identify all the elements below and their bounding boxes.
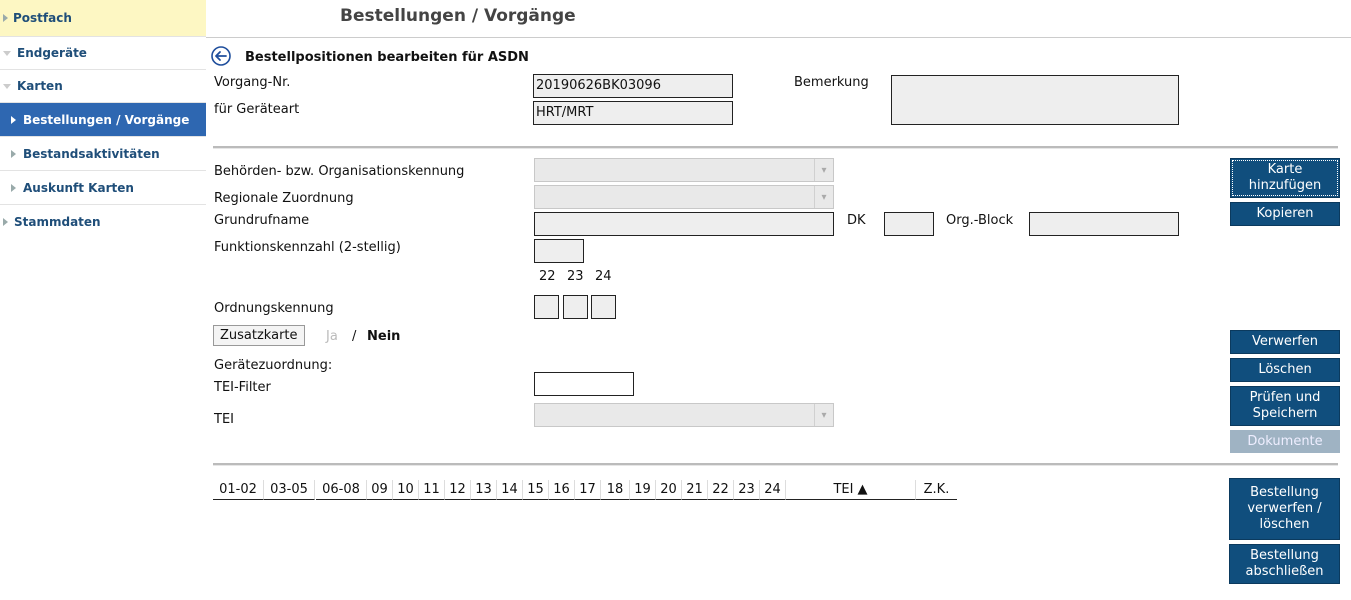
column-header[interactable]: 09 <box>367 480 393 500</box>
verwerfen-button[interactable]: Verwerfen <box>1230 330 1340 354</box>
page-title: Bestellungen / Vorgänge <box>340 6 576 26</box>
regional-select[interactable] <box>534 185 834 209</box>
geraetezuordnung-label: Gerätezuordnung: <box>214 358 333 373</box>
grundruf-label: Grundrufname <box>214 213 310 228</box>
sidebar <box>0 0 206 600</box>
chevron-right-icon <box>3 218 8 226</box>
behoerde-select[interactable] <box>534 158 834 182</box>
orgblock-label: Org.-Block <box>946 213 1014 228</box>
column-header[interactable]: 06-08 <box>316 480 367 500</box>
nein-option[interactable]: Nein <box>367 329 401 344</box>
ordnung-field-22[interactable] <box>534 295 559 319</box>
sidebar-item-label: Endgeräte <box>17 46 87 60</box>
column-header[interactable]: 24 <box>760 480 786 500</box>
column-header[interactable]: 22 <box>708 480 734 500</box>
column-header[interactable]: 21 <box>682 480 708 500</box>
funktion-label: Funktionskennzahl (2-stellig) <box>214 240 401 255</box>
sidebar-item-postfach[interactable] <box>0 0 206 37</box>
sidebar-item-stammdaten[interactable] <box>0 205 206 239</box>
chevron-down-icon: ▾ <box>814 186 833 208</box>
option-separator: / <box>352 329 357 344</box>
ordnung-field-23[interactable] <box>563 295 588 319</box>
zusatzkarte-button[interactable]: Zusatzkarte <box>213 325 305 346</box>
column-header-tei[interactable]: TEI ▲ <box>786 480 916 500</box>
chevron-down-icon <box>3 51 11 56</box>
behoerde-label: Behörden- bzw. Organisationskennung <box>214 164 465 179</box>
ordnung-label: Ordnungskennung <box>214 301 334 316</box>
section-divider <box>213 146 1338 149</box>
column-header[interactable]: Z.K. <box>916 480 957 500</box>
chevron-down-icon: ▾ <box>814 159 833 181</box>
grundruf-field[interactable] <box>534 212 834 236</box>
column-header[interactable]: 11 <box>419 480 445 500</box>
ordnung-field-24[interactable] <box>591 295 616 319</box>
column-header[interactable]: 16 <box>549 480 575 500</box>
column-header[interactable]: 03-05 <box>264 480 315 500</box>
sidebar-item-endgeraete[interactable] <box>0 37 206 70</box>
sidebar-item-label: Auskunft Karten <box>23 180 134 195</box>
column-header[interactable]: 14 <box>497 480 523 500</box>
tei-select[interactable] <box>534 403 834 427</box>
chevron-down-icon: ▾ <box>814 404 833 426</box>
section-divider <box>213 463 1338 466</box>
column-header[interactable]: 15 <box>523 480 549 500</box>
loeschen-button[interactable]: Löschen <box>1230 358 1340 382</box>
column-header[interactable]: 01-02 <box>213 480 264 500</box>
karte-hinzufuegen-button[interactable]: Karte hinzufügen <box>1230 158 1340 198</box>
dk-label: DK <box>847 213 866 228</box>
column-header[interactable]: 23 <box>734 480 760 500</box>
ord-digit-label: 23 <box>567 269 584 284</box>
sidebar-item-karten[interactable] <box>0 70 206 103</box>
column-header[interactable]: 18 <box>601 480 630 500</box>
dokumente-button[interactable]: Dokumente <box>1230 430 1340 453</box>
header-divider <box>206 37 1351 38</box>
sidebar-item-auskunft-karten[interactable] <box>0 171 206 205</box>
column-header[interactable]: 20 <box>656 480 682 500</box>
tei-filter-input[interactable] <box>534 372 634 396</box>
chevron-right-icon <box>11 150 16 158</box>
chevron-down-icon <box>3 84 11 89</box>
column-header[interactable]: 10 <box>393 480 419 500</box>
geraeteart-field[interactable]: HRT/MRT <box>533 101 733 125</box>
geraeteart-label: für Geräteart <box>214 102 300 117</box>
bemerkung-label: Bemerkung <box>794 75 869 90</box>
column-header[interactable]: 12 <box>445 480 471 500</box>
sidebar-item-label: Karten <box>17 79 63 93</box>
sidebar-item-label: Bestandsaktivitäten <box>23 146 160 161</box>
back-arrow-icon[interactable] <box>211 46 231 66</box>
chevron-right-icon <box>11 116 16 124</box>
dk-field[interactable] <box>884 212 934 236</box>
pruefen-speichern-button[interactable]: Prüfen und Speichern <box>1230 386 1340 426</box>
vorgang-field[interactable]: 20190626BK03096 <box>533 74 733 98</box>
ord-digit-label: 22 <box>539 269 556 284</box>
column-header[interactable]: 17 <box>575 480 601 500</box>
sidebar-item-label: Postfach <box>13 11 72 25</box>
sidebar-item-bestandsaktivitaeten[interactable] <box>0 137 206 171</box>
chevron-right-icon <box>3 14 8 22</box>
vorgang-label: Vorgang-Nr. <box>214 75 291 90</box>
funktion-field[interactable] <box>534 239 584 263</box>
ja-option[interactable]: Ja <box>326 329 338 344</box>
sidebar-item-label: Bestellungen / Vorgänge <box>23 112 190 127</box>
sidebar-item-label: Stammdaten <box>14 215 101 229</box>
orgblock-field[interactable] <box>1029 212 1179 236</box>
tei-label: TEI <box>214 412 234 427</box>
tei-filter-label: TEI-Filter <box>214 380 271 395</box>
column-header[interactable]: 19 <box>630 480 656 500</box>
ord-digit-label: 24 <box>595 269 612 284</box>
bestellung-verwerfen-button[interactable]: Bestellung verwerfen / löschen <box>1229 478 1340 540</box>
kopieren-button[interactable]: Kopieren <box>1230 202 1340 226</box>
regional-label: Regionale Zuordnung <box>214 191 354 206</box>
column-header[interactable]: 13 <box>471 480 497 500</box>
bestellung-abschliessen-button[interactable]: Bestellung abschließen <box>1229 544 1340 584</box>
chevron-right-icon <box>11 184 16 192</box>
sidebar-item-bestellungen[interactable] <box>0 103 206 137</box>
bemerkung-field[interactable] <box>891 75 1179 125</box>
section-title: Bestellpositionen bearbeiten für ASDN <box>245 50 529 65</box>
